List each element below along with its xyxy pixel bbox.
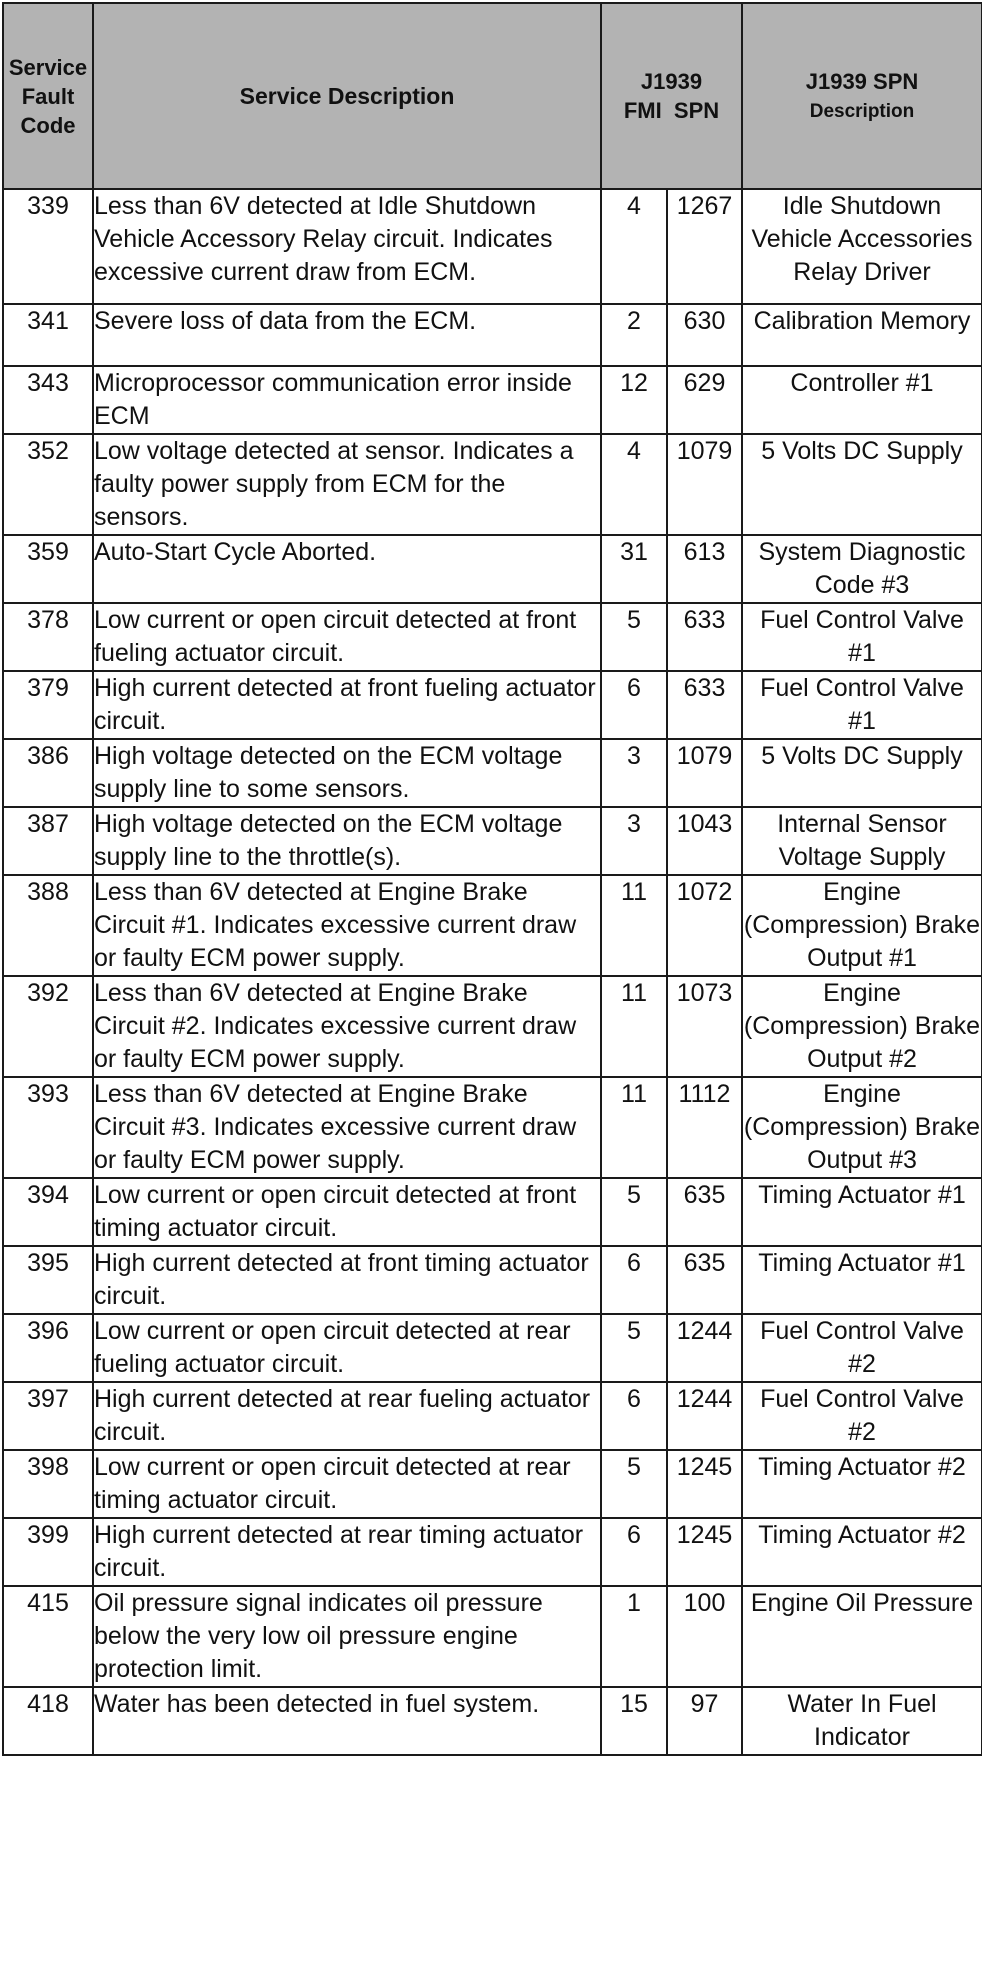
header-spn-desc-sub: Description	[809, 101, 915, 122]
spn-description-cell: Idle Shutdown Vehicle Accessories Relay Driver	[742, 189, 982, 304]
spn-description-cell: Water In Fuel Indicator	[742, 1687, 982, 1755]
table-row	[3, 535, 982, 603]
spn-description-cell: Engine Oil Pressure	[742, 1586, 982, 1687]
fault-code-cell: 386	[3, 739, 93, 807]
fmi-cell: 12	[601, 366, 667, 434]
spn-cell: 635	[667, 1178, 742, 1246]
spn-description-cell: 5 Volts DC Supply	[742, 434, 982, 535]
spn-cell: 1073	[667, 976, 742, 1077]
fmi-cell: 6	[601, 1518, 667, 1586]
header-j1939-fmi-spn	[601, 3, 742, 189]
service-description-cell: Low current or open circuit detected at rear timing actuator circuit.	[93, 1450, 601, 1518]
service-description-cell: Microprocessor communication error inside ECM	[93, 366, 601, 434]
spn-cell: 1079	[667, 434, 742, 535]
fault-code-cell: 343	[3, 366, 93, 434]
fault-code-cell: 394	[3, 1178, 93, 1246]
fmi-cell: 4	[601, 434, 667, 535]
spn-description-cell: Engine (Compression) Brake Output #2	[742, 976, 982, 1077]
header-service-description: Service Description	[93, 3, 601, 189]
spn-description-cell: Timing Actuator #1	[742, 1246, 982, 1314]
table-row	[3, 189, 982, 304]
fmi-cell: 31	[601, 535, 667, 603]
spn-cell: 613	[667, 535, 742, 603]
service-description-cell: Low voltage detected at sensor. Indicates a faulty power supply from ECM for the sensors.	[93, 434, 601, 535]
header-j1939-line: J1939	[640, 69, 703, 94]
spn-cell: 1043	[667, 807, 742, 875]
spn-cell: 1245	[667, 1450, 742, 1518]
service-description-cell: High voltage detected on the ECM voltage supply line to some sensors.	[93, 739, 601, 807]
spn-cell: 633	[667, 603, 742, 671]
fault-code-cell: 397	[3, 1382, 93, 1450]
spn-description-cell: Engine (Compression) Brake Output #3	[742, 1077, 982, 1178]
spn-cell: 1112	[667, 1077, 742, 1178]
fault-code-cell: 399	[3, 1518, 93, 1586]
service-description-cell: Low current or open circuit detected at front fueling actuator circuit.	[93, 603, 601, 671]
fmi-cell: 5	[601, 1178, 667, 1246]
spn-cell: 1244	[667, 1382, 742, 1450]
service-description-cell: High current detected at rear fueling actuator circuit.	[93, 1382, 601, 1450]
table-row	[3, 671, 982, 739]
fmi-cell: 4	[601, 189, 667, 304]
spn-description-cell: Internal Sensor Voltage Supply	[742, 807, 982, 875]
fault-code-cell: 341	[3, 304, 93, 366]
fmi-cell: 6	[601, 1246, 667, 1314]
spn-cell: 630	[667, 304, 742, 366]
fmi-cell: 5	[601, 1450, 667, 1518]
service-description-cell: Less than 6V detected at Engine Brake Circuit #1. Indicates excessive current draw or faulty ECM power supply.	[93, 875, 601, 976]
fault-code-cell: 418	[3, 1687, 93, 1755]
spn-description-cell: 5 Volts DC Supply	[742, 739, 982, 807]
service-description-cell: High current detected at front fueling actuator circuit.	[93, 671, 601, 739]
fmi-cell: 15	[601, 1687, 667, 1755]
service-description-cell: Auto-Start Cycle Aborted.	[93, 535, 601, 603]
spn-cell: 97	[667, 1687, 742, 1755]
spn-description-cell: Fuel Control Valve #2	[742, 1382, 982, 1450]
fault-code-table	[2, 2, 982, 1756]
header-code-line: Service	[8, 54, 88, 80]
spn-description-cell: Timing Actuator #2	[742, 1450, 982, 1518]
fmi-cell: 5	[601, 1314, 667, 1382]
table-row	[3, 603, 982, 671]
service-description-cell: Severe loss of data from the ECM.	[93, 304, 601, 366]
header-spn-desc-main: J1939 SPN	[805, 69, 919, 94]
service-description-cell: Less than 6V detected at Idle Shutdown Vehicle Accessory Relay circuit. Indicates excessive current draw from ECM.	[93, 189, 601, 304]
header-fmi-spn-line: FMI SPN	[623, 98, 720, 123]
service-description-cell: Water has been detected in fuel system.	[93, 1687, 601, 1755]
spn-description-cell: System Diagnostic Code #3	[742, 535, 982, 603]
fault-code-cell: 392	[3, 976, 93, 1077]
table-header-row	[3, 3, 982, 189]
spn-cell: 1072	[667, 875, 742, 976]
table-row	[3, 875, 982, 976]
table-row	[3, 739, 982, 807]
fmi-cell: 3	[601, 739, 667, 807]
fault-code-cell: 339	[3, 189, 93, 304]
spn-cell: 633	[667, 671, 742, 739]
fmi-cell: 2	[601, 304, 667, 366]
header-code-line: Fault	[21, 83, 75, 109]
service-description-cell: Low current or open circuit detected at front timing actuator circuit.	[93, 1178, 601, 1246]
service-description-cell: Low current or open circuit detected at rear fueling actuator circuit.	[93, 1314, 601, 1382]
fmi-cell: 5	[601, 603, 667, 671]
spn-description-cell: Engine (Compression) Brake Output #1	[742, 875, 982, 976]
table-row	[3, 304, 982, 366]
table-row	[3, 1382, 982, 1450]
table-row	[3, 807, 982, 875]
table-row	[3, 1450, 982, 1518]
spn-description-cell: Timing Actuator #1	[742, 1178, 982, 1246]
fault-code-cell: 378	[3, 603, 93, 671]
spn-cell: 629	[667, 366, 742, 434]
table-row	[3, 976, 982, 1077]
table-row	[3, 1314, 982, 1382]
header-j1939-spn-description	[742, 3, 982, 189]
table-row	[3, 1178, 982, 1246]
spn-cell: 635	[667, 1246, 742, 1314]
fmi-cell: 3	[601, 807, 667, 875]
service-description-cell: Less than 6V detected at Engine Brake Circuit #3. Indicates excessive current draw or faulty ECM power supply.	[93, 1077, 601, 1178]
spn-description-cell: Fuel Control Valve #1	[742, 671, 982, 739]
header-service-fault-code	[3, 3, 93, 189]
fmi-cell: 11	[601, 1077, 667, 1178]
spn-description-cell: Fuel Control Valve #1	[742, 603, 982, 671]
fmi-cell: 1	[601, 1586, 667, 1687]
table-row	[3, 366, 982, 434]
table-row	[3, 1518, 982, 1586]
fmi-cell: 11	[601, 875, 667, 976]
spn-description-cell: Timing Actuator #2	[742, 1518, 982, 1586]
fault-code-cell: 352	[3, 434, 93, 535]
table-row	[3, 1687, 982, 1755]
fmi-cell: 6	[601, 1382, 667, 1450]
table-row	[3, 1077, 982, 1178]
service-description-cell: High current detected at front timing actuator circuit.	[93, 1246, 601, 1314]
service-description-cell: High voltage detected on the ECM voltage supply line to the throttle(s).	[93, 807, 601, 875]
spn-description-cell: Controller #1	[742, 366, 982, 434]
spn-cell: 1244	[667, 1314, 742, 1382]
fault-code-cell: 388	[3, 875, 93, 976]
spn-cell: 100	[667, 1586, 742, 1687]
spn-cell: 1267	[667, 189, 742, 304]
fault-code-cell: 359	[3, 535, 93, 603]
fmi-cell: 6	[601, 671, 667, 739]
fault-code-cell: 396	[3, 1314, 93, 1382]
spn-cell: 1079	[667, 739, 742, 807]
fault-code-cell: 387	[3, 807, 93, 875]
table-row	[3, 1246, 982, 1314]
spn-description-cell: Calibration Memory	[742, 304, 982, 366]
service-description-cell: Less than 6V detected at Engine Brake Circuit #2. Indicates excessive current draw or faulty ECM power supply.	[93, 976, 601, 1077]
fault-code-cell: 393	[3, 1077, 93, 1178]
fmi-cell: 11	[601, 976, 667, 1077]
spn-description-cell: Fuel Control Valve #2	[742, 1314, 982, 1382]
spn-cell: 1245	[667, 1518, 742, 1586]
table-row	[3, 1586, 982, 1687]
table-row	[3, 434, 982, 535]
fault-code-cell: 398	[3, 1450, 93, 1518]
service-description-cell: Oil pressure signal indicates oil pressure below the very low oil pressure engine protection limit.	[93, 1586, 601, 1687]
service-description-cell: High current detected at rear timing actuator circuit.	[93, 1518, 601, 1586]
fault-code-cell: 395	[3, 1246, 93, 1314]
fault-code-cell: 415	[3, 1586, 93, 1687]
header-code-line: Code	[20, 112, 76, 138]
fault-code-cell: 379	[3, 671, 93, 739]
